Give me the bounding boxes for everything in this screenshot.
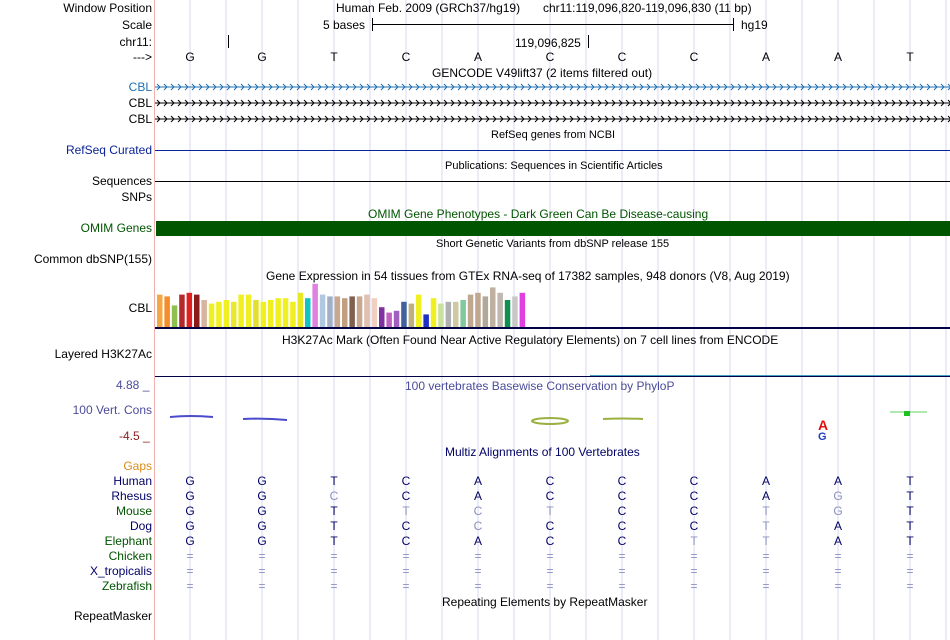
gtex-tissue-bar[interactable] bbox=[379, 307, 385, 327]
multiz-base: T bbox=[330, 474, 338, 488]
ruler-tick-center bbox=[588, 35, 589, 48]
multiz-base: T bbox=[762, 519, 770, 533]
multiz-base: T bbox=[906, 489, 914, 503]
gtex-tissue-bar[interactable] bbox=[423, 314, 429, 327]
gtex-tissue-bar[interactable] bbox=[283, 298, 289, 327]
gtex-label[interactable]: CBL bbox=[128, 301, 152, 315]
gtex-tissue-bar[interactable] bbox=[224, 300, 230, 327]
omim-phenotype-bar[interactable] bbox=[156, 221, 950, 236]
omim-track-title[interactable]: OMIM Gene Phenotypes - Dark Green Can Be Disease-causing bbox=[368, 207, 709, 221]
multiz-base: A bbox=[473, 474, 482, 488]
coordinate-text: 119,096,825 bbox=[515, 36, 581, 50]
multiz-species-label[interactable]: Zebrafish bbox=[101, 579, 152, 593]
multiz-base: C bbox=[401, 489, 411, 503]
gtex-tissue-bar[interactable] bbox=[431, 298, 437, 327]
multiz-base: C bbox=[689, 519, 699, 533]
multiz-base: G bbox=[185, 474, 195, 488]
reference-base: T bbox=[330, 50, 338, 64]
multiz-base: T bbox=[906, 504, 914, 518]
multiz-base: = bbox=[690, 579, 698, 593]
gtex-tissue-bar[interactable] bbox=[409, 304, 415, 327]
reference-base: G bbox=[257, 50, 267, 64]
repeatmasker-track-title[interactable]: Repeating Elements by RepeatMasker bbox=[442, 595, 648, 609]
multiz-base: G bbox=[257, 474, 267, 488]
gtex-tissue-bar[interactable] bbox=[372, 298, 378, 327]
multiz-base: = bbox=[546, 579, 554, 593]
multiz-base: A bbox=[761, 474, 770, 488]
multiz-species-label[interactable]: Mouse bbox=[115, 504, 152, 518]
multiz-base: T bbox=[330, 534, 338, 548]
gtex-tissue-bar[interactable] bbox=[157, 295, 163, 327]
multiz-base: = bbox=[474, 579, 482, 593]
multiz-base: = bbox=[186, 579, 194, 593]
multiz-species-label[interactable]: Elephant bbox=[104, 534, 152, 548]
multiz-base: C bbox=[473, 519, 483, 533]
multiz-base: = bbox=[762, 549, 770, 563]
omim-label[interactable]: OMIM Genes bbox=[80, 221, 152, 235]
publications-track-title[interactable]: Publications: Sequences in Scientific Articles bbox=[445, 160, 663, 172]
gtex-tissue-bar[interactable] bbox=[475, 293, 481, 327]
conservation-graph[interactable] bbox=[155, 395, 950, 445]
h3k27ac-signal bbox=[590, 375, 950, 376]
multiz-base: C bbox=[473, 504, 483, 518]
multiz-base: T bbox=[906, 474, 914, 488]
multiz-base: C bbox=[401, 474, 411, 488]
multiz-base: T bbox=[402, 504, 410, 518]
gtex-tissue-bar[interactable] bbox=[179, 295, 185, 327]
dbsnp-track-title[interactable]: Short Genetic Variants from dbSNP release 155 bbox=[436, 238, 670, 250]
h3k27ac-label[interactable]: Layered H3K27Ac bbox=[54, 347, 152, 361]
multiz-base: = bbox=[402, 564, 410, 578]
gtex-tissue-bar[interactable] bbox=[187, 293, 193, 327]
multiz-base: = bbox=[618, 579, 626, 593]
gtex-tissue-bar[interactable] bbox=[483, 296, 489, 327]
cons-mark-2 bbox=[243, 419, 287, 420]
conservation-min: -4.5 _ bbox=[119, 429, 150, 443]
multiz-base: = bbox=[906, 579, 914, 593]
gtex-tissue-bar[interactable] bbox=[172, 305, 178, 327]
multiz-base: C bbox=[617, 489, 627, 503]
multiz-base: = bbox=[762, 564, 770, 578]
gtex-tissue-bar[interactable] bbox=[320, 295, 326, 327]
gtex-tissue-bar[interactable] bbox=[342, 298, 348, 327]
multiz-base: T bbox=[906, 534, 914, 548]
multiz-base: = bbox=[258, 579, 266, 593]
gtex-tissue-bar[interactable] bbox=[460, 300, 466, 327]
multiz-base: G bbox=[185, 534, 195, 548]
multiz-base: C bbox=[617, 519, 627, 533]
gtex-tissue-bar[interactable] bbox=[386, 313, 392, 327]
publications-label[interactable]: Sequences bbox=[91, 174, 152, 188]
gencode-transcripts[interactable] bbox=[155, 80, 950, 128]
multiz-base: = bbox=[330, 564, 338, 578]
gtex-tissue-bar[interactable] bbox=[327, 296, 333, 327]
reference-base: A bbox=[833, 50, 842, 64]
gtex-tissue-bar[interactable] bbox=[520, 293, 526, 327]
multiz-base: A bbox=[833, 474, 842, 488]
gencode-track-title[interactable]: GENCODE V49lift37 (2 items filtered out) bbox=[432, 66, 653, 80]
gtex-tissue-bar[interactable] bbox=[253, 300, 259, 327]
multiz-base: G bbox=[185, 519, 195, 533]
multiz-base: = bbox=[618, 549, 626, 563]
gtex-tissue-bar[interactable] bbox=[298, 293, 304, 327]
gtex-tissue-bar[interactable] bbox=[438, 304, 444, 327]
gtex-tissue-bar[interactable] bbox=[468, 295, 474, 327]
publications-line[interactable] bbox=[155, 181, 950, 182]
gtex-tissue-bar[interactable] bbox=[164, 296, 170, 327]
gtex-tissue-bar[interactable] bbox=[312, 284, 318, 327]
multiz-base: = bbox=[690, 549, 698, 563]
chrom-label: chr11: bbox=[119, 35, 152, 49]
h3k27ac-track-title[interactable]: H3K27Ac Mark (Often Found Near Active Regulatory Elements) on 7 cell lines from ENCODE bbox=[282, 333, 779, 347]
multiz-base: T bbox=[546, 504, 554, 518]
multiz-base: C bbox=[689, 504, 699, 518]
multiz-base: C bbox=[545, 519, 555, 533]
multiz-base: = bbox=[186, 564, 194, 578]
multiz-base: G bbox=[257, 489, 267, 503]
cons-mark-6 bbox=[904, 411, 910, 416]
multiz-species-label[interactable]: X_tropicalis bbox=[89, 564, 152, 578]
gencode-item-label-2[interactable]: CBL bbox=[128, 96, 152, 110]
repeatmasker-label[interactable]: RepeatMasker bbox=[73, 609, 152, 623]
gtex-tissue-bar[interactable] bbox=[209, 304, 215, 327]
reference-base: T bbox=[906, 50, 914, 64]
multiz-base: = bbox=[474, 549, 482, 563]
multiz-base: C bbox=[401, 519, 411, 533]
gtex-tissue-bar[interactable] bbox=[335, 296, 341, 327]
multiz-species-label[interactable]: Dog bbox=[129, 519, 152, 533]
position-text[interactable]: chr11:119,096,820-119,096,830 (11 bp) bbox=[543, 1, 752, 15]
gtex-tissue-bar[interactable] bbox=[216, 302, 222, 327]
multiz-base: = bbox=[834, 579, 842, 593]
multiz-base: = bbox=[546, 564, 554, 578]
multiz-base: = bbox=[258, 549, 266, 563]
multiz-species-label[interactable]: Human bbox=[113, 474, 152, 488]
multiz-base: C bbox=[545, 534, 555, 548]
multiz-base: T bbox=[906, 519, 914, 533]
reference-base: A bbox=[473, 50, 482, 64]
snps-label[interactable]: SNPs bbox=[121, 190, 152, 204]
gtex-tissue-bar[interactable] bbox=[290, 302, 296, 327]
multiz-base: G bbox=[257, 504, 267, 518]
multiz-track-title[interactable]: Multiz Alignments of 100 Vertebrates bbox=[445, 445, 640, 459]
multiz-base: T bbox=[330, 519, 338, 533]
scale-label: Scale bbox=[121, 18, 152, 32]
multiz-base: = bbox=[618, 564, 626, 578]
multiz-base: A bbox=[833, 534, 842, 548]
reference-base: G bbox=[185, 50, 195, 64]
scale-text: 5 bases bbox=[323, 18, 366, 32]
gtex-tissue-bar[interactable] bbox=[401, 302, 407, 327]
multiz-base: = bbox=[330, 579, 338, 593]
multiz-base: A bbox=[761, 489, 770, 503]
multiz-base: G bbox=[833, 504, 843, 518]
gtex-tissue-bar[interactable] bbox=[305, 298, 311, 327]
multiz-base: C bbox=[689, 489, 699, 503]
gtex-tissue-bar[interactable] bbox=[490, 287, 496, 327]
multiz-base: G bbox=[185, 489, 195, 503]
multiz-base: = bbox=[906, 564, 914, 578]
multiz-base: = bbox=[474, 564, 482, 578]
gtex-tissue-bar[interactable] bbox=[416, 295, 422, 327]
multiz-base: G bbox=[185, 504, 195, 518]
gtex-tissue-bar[interactable] bbox=[364, 295, 370, 327]
gtex-track-title[interactable]: Gene Expression in 54 tissues from GTEx RNA-seq of 17382 samples, 948 donors (V8, Aug 2019) bbox=[266, 269, 790, 283]
multiz-base: T bbox=[762, 504, 770, 518]
scale-bar-left-tick bbox=[372, 18, 373, 31]
multiz-base: T bbox=[690, 534, 698, 548]
multiz-base: C bbox=[401, 534, 411, 548]
multiz-base: A bbox=[473, 534, 482, 548]
multiz-base: = bbox=[402, 579, 410, 593]
multiz-base: G bbox=[833, 489, 843, 503]
gtex-tissue-bar[interactable] bbox=[268, 300, 274, 327]
gaps-label[interactable]: Gaps bbox=[123, 459, 152, 473]
multiz-base: C bbox=[545, 474, 555, 488]
gencode-item-label-3[interactable]: CBL bbox=[128, 112, 152, 126]
gtex-tissue-bar[interactable] bbox=[275, 298, 281, 327]
multiz-base: A bbox=[833, 519, 842, 533]
gtex-tissue-bar[interactable] bbox=[497, 293, 503, 327]
cons-mark-4 bbox=[603, 419, 643, 420]
conservation-label[interactable]: 100 Vert. Cons bbox=[72, 403, 152, 417]
multiz-species-label[interactable]: Chicken bbox=[108, 549, 152, 563]
reference-base: A bbox=[761, 50, 770, 64]
reference-base: C bbox=[617, 50, 627, 64]
multiz-base: G bbox=[257, 519, 267, 533]
multiz-base: = bbox=[834, 564, 842, 578]
conservation-track-title[interactable]: 100 vertebrates Basewise Conservation by PhyloP bbox=[405, 379, 675, 393]
h3k27ac-baseline bbox=[155, 376, 950, 377]
gtex-tissue-bar[interactable] bbox=[453, 302, 459, 327]
strand-label: ---> bbox=[133, 50, 152, 64]
multiz-base: = bbox=[834, 549, 842, 563]
gtex-tissue-bar[interactable] bbox=[194, 295, 200, 327]
dbsnp-label[interactable]: Common dbSNP(155) bbox=[33, 252, 152, 266]
scale-bar bbox=[372, 24, 733, 25]
multiz-base: = bbox=[330, 549, 338, 563]
multiz-base: C bbox=[617, 474, 627, 488]
scale-bar-right-tick bbox=[733, 18, 734, 31]
multiz-base: = bbox=[690, 564, 698, 578]
gtex-expression-chart[interactable] bbox=[155, 282, 950, 330]
gtex-tissue-bar[interactable] bbox=[201, 300, 207, 327]
refseq-label[interactable]: RefSeq Curated bbox=[65, 143, 152, 157]
multiz-base: = bbox=[186, 549, 194, 563]
window-position-label: Window Position bbox=[63, 1, 152, 15]
gtex-tissue-bar[interactable] bbox=[505, 300, 511, 327]
multiz-base: = bbox=[762, 579, 770, 593]
gtex-tissue-bar[interactable] bbox=[261, 302, 267, 327]
gtex-tissue-bar[interactable] bbox=[357, 296, 363, 327]
gtex-tissue-bar[interactable] bbox=[512, 296, 518, 327]
reference-base: C bbox=[401, 50, 411, 64]
refseq-gene-line[interactable] bbox=[155, 150, 950, 151]
multiz-base: C bbox=[689, 474, 699, 488]
gtex-tissue-bar[interactable] bbox=[349, 296, 355, 327]
cons-logo-g: G bbox=[818, 431, 827, 443]
multiz-base: C bbox=[545, 489, 555, 503]
cons-mark-1 bbox=[170, 416, 213, 417]
multiz-base: = bbox=[546, 549, 554, 563]
multiz-base: = bbox=[906, 549, 914, 563]
multiz-base: A bbox=[473, 489, 482, 503]
multiz-base: T bbox=[330, 504, 338, 518]
multiz-base: C bbox=[329, 489, 339, 503]
gtex-tissue-bar[interactable] bbox=[231, 302, 237, 327]
assembly-text: Human Feb. 2009 (GRCh37/hg19) bbox=[336, 1, 521, 15]
multiz-base: T bbox=[762, 534, 770, 548]
reference-base: C bbox=[545, 50, 555, 64]
reference-base: C bbox=[689, 50, 699, 64]
gtex-tissue-bar[interactable] bbox=[394, 311, 400, 327]
conservation-max: 4.88 _ bbox=[116, 378, 150, 392]
ruler-tick-left bbox=[228, 35, 229, 48]
multiz-species-label[interactable]: Rhesus bbox=[111, 489, 152, 503]
multiz-base: C bbox=[617, 504, 627, 518]
multiz-base: = bbox=[258, 564, 266, 578]
gencode-item-label-1[interactable]: CBL bbox=[128, 80, 152, 94]
gtex-tissue-bar[interactable] bbox=[446, 302, 452, 327]
multiz-base: = bbox=[402, 549, 410, 563]
cons-mark-3 bbox=[532, 418, 568, 424]
gtex-tissue-bar[interactable] bbox=[246, 295, 252, 327]
cons-logo-a: A bbox=[818, 417, 829, 433]
multiz-base: C bbox=[617, 534, 627, 548]
scale-db: hg19 bbox=[741, 18, 768, 32]
multiz-base: G bbox=[257, 534, 267, 548]
gtex-tissue-bar[interactable] bbox=[238, 295, 244, 327]
refseq-track-title[interactable]: RefSeq genes from NCBI bbox=[491, 129, 616, 141]
